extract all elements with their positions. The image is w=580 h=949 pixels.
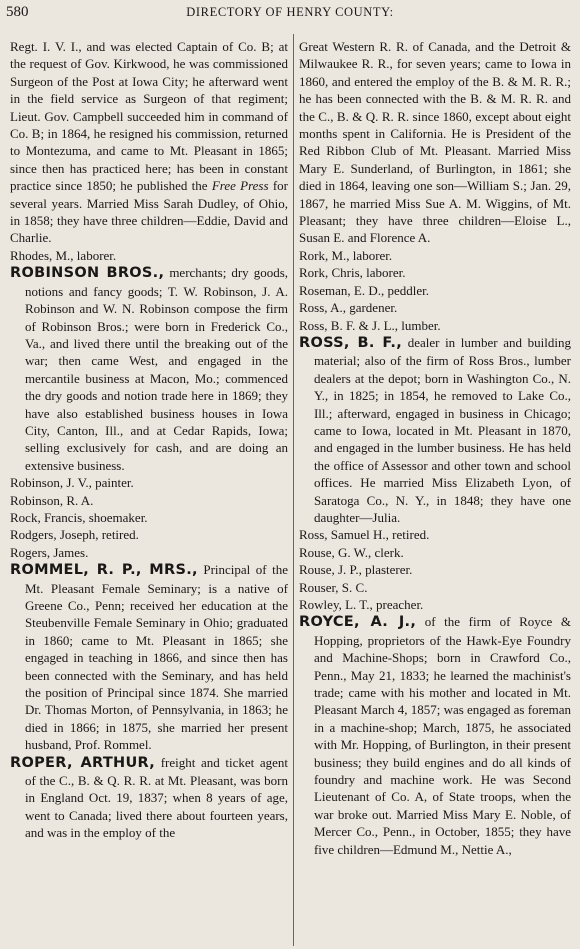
entry-rork-m: Rork, M., laborer. bbox=[299, 247, 393, 263]
page-number: 580 bbox=[6, 4, 29, 20]
entry-rommel bbox=[10, 561, 288, 753]
entry-rodgers: Rodgers, Joseph, retired. bbox=[10, 527, 139, 543]
newspaper-title: Free Press bbox=[211, 178, 269, 194]
entry-robinson-jv: Robinson, J. V., painter. bbox=[10, 475, 134, 491]
entry-name: ROSS, B. F., bbox=[299, 334, 403, 351]
continued-text-1: Regt. I. V. I., and was elected Captain of Co. B; at the request of Gov. Kirkwood, he was commissioned Surgeon of the Post at Iowa City; he afterward went in the field service as Surgeon of that regiment; Lieut. Gov. Campbell succeeded him in command of Co. B; in 1864, he resigned his commission, returned to Montezuma, and came to Mt. Pleasant in 1865; since then has practiced here; has been in constant practice since 1850; he published the bbox=[10, 39, 288, 194]
entry-text: freight and ticket agent of the C., B. & Q. R. R. at Mt. Pleasant, was born in England Oct. 19, 1837; when 8 years of age, went to Canada; lived there about fourteen years, and was in the employ of the bbox=[24, 754, 288, 841]
running-title: DIRECTORY OF HENRY COUNTY: bbox=[186, 5, 394, 19]
entry-text: of the firm of Royce & Hopping, proprietors of the Hawk-Eye Foundry and Machine-Shops; born in Crawford Co., Penn., May 21, 1833; he learned the machinist's trade; came with his mother and located in Mt. Pleasant March 4, 1857; was engaged as foreman in a machine-shop; March, 1875, he associated with Mr. Hopping, of Burlington, in their present business; they build engines and do all kinds of foundry and machine work. He was Second Lieutenant of Co. A, of State troops, when the war broke out. Married Miss Mary E. Noble, of Mercer Co., Penn., in October, 1855; they have five children—Edmund M., Nettie A., bbox=[313, 614, 572, 857]
entry-rowley: Rowley, L. T., preacher. bbox=[299, 597, 424, 612]
continued-text-2: for several years. Married Miss Sarah Dudley, of Ohio, in 1858; they have three children—Eddie, David and Charlie. bbox=[10, 178, 289, 246]
right-column bbox=[299, 38, 571, 858]
entry-name: ROPER, ARTHUR, bbox=[10, 754, 156, 771]
entry-robinson-bros bbox=[10, 264, 288, 474]
entry-robinson-ra: Robinson, R. A. bbox=[10, 492, 94, 508]
entry-text: merchants; dry goods, notions and fancy goods; T. W. Robinson, J. A. Robinson and W. N. Robinson compose the firm of Robinson Bros.; were born in Frederick Co., Va., and lived there until the breaking out of the war; then came West, and engaged in the mercantile business at Macon, Mo.; commenced the dry goods and notion trade here in 1869; they have also established business houses in Iowa City, Canton, Ill., and at Cedar Rapids, Iowa; selling exclusively for cash, and are doing an extensive business. bbox=[24, 265, 289, 473]
entry-name: ROMMEL, R. P., MRS., bbox=[10, 562, 198, 579]
entry-rork-chris: Rork, Chris, laborer. bbox=[299, 265, 406, 281]
entry-text: dealer in lumber and building material; also of the firm of Ross Bros., lumber dealers at the depot; born in Washington Co., N. Y., in 1825; in 1854, he removed to Lake Co., Ill.; afterward, engaged in business in Chicago; came to Iowa, located in Mt. Pleasant in 1870, and engaged in the lumber business. He has held the office of Assessor and other town and school offices. He married Miss Elizabeth Lyon, of Saratoga Co., N. Y., in 1848; they have one daughter—Julia. bbox=[313, 334, 571, 525]
entry-roper bbox=[10, 754, 288, 842]
entry-name: ROBINSON BROS., bbox=[10, 265, 165, 282]
entry-rouse-jp: Rouse, J. P., plasterer. bbox=[299, 562, 413, 578]
continued-entry: Great Western R. R. of Canada, and the Detroit & Milwaukee R. R., for seven years; came to Iowa in 1860, and entered the employ of the B. & M. R. R.; he has been connected with the B. & M. R. R. and the C., B. & Q. R. R. since 1860, except about eight months spent in California. He is President of the Red Ribbon Club of Mt. Pleasant. Married Miss Mary E. Sunderland, of Burlington, in 1861; she died in 1864, leaving one son—William S.; Jan. 29, 1867, he married Miss Sue A. M. Wiggins, of Mt. Pleasant; they have three children—Eloise L., Susan E. and Florence A. bbox=[299, 39, 571, 246]
entry-rogers: Rogers, James. bbox=[10, 544, 89, 560]
left-column bbox=[10, 38, 288, 842]
entry-ross-samuel: Ross, Samuel H., retired. bbox=[299, 527, 430, 543]
entry-roseman: Roseman, E. D., peddler. bbox=[299, 282, 429, 298]
entry-rock: Rock, Francis, shoemaker. bbox=[10, 509, 148, 525]
entry-name: ROYCE, A. J., bbox=[299, 614, 417, 631]
entry-rouse-gw: Rouse, G. W., clerk. bbox=[299, 544, 404, 560]
entry-rhodes: Rhodes, M., laborer. bbox=[10, 247, 117, 263]
entry-text: Principal of the Mt. Pleasant Female Seminary; is a native of Greene Co., Penn; received her education at the Steubenville Female Seminary in Ohio; graduated in 1860; came to Mt. Pleasant in 1865; she engaged in teaching in 1866, and since then has been connected with the Seminary, and has held the position of Principal since 1874. She married Dr. Thomas Morton, of Pennsylvania, in 1863; he died in 1866; in 1875, she married her present husband, Prof. Rommel. bbox=[24, 562, 288, 753]
entry-ross-bf bbox=[299, 334, 571, 526]
continued-entry bbox=[10, 38, 288, 247]
entry-ross-bf-jl: Ross, B. F. & J. L., lumber. bbox=[299, 317, 441, 333]
entry-royce bbox=[299, 613, 571, 858]
page-header bbox=[6, 4, 574, 24]
column-divider bbox=[293, 34, 294, 946]
entry-ross-a: Ross, A., gardener. bbox=[299, 300, 398, 316]
entry-rouser: Rouser, S. C. bbox=[299, 579, 368, 595]
